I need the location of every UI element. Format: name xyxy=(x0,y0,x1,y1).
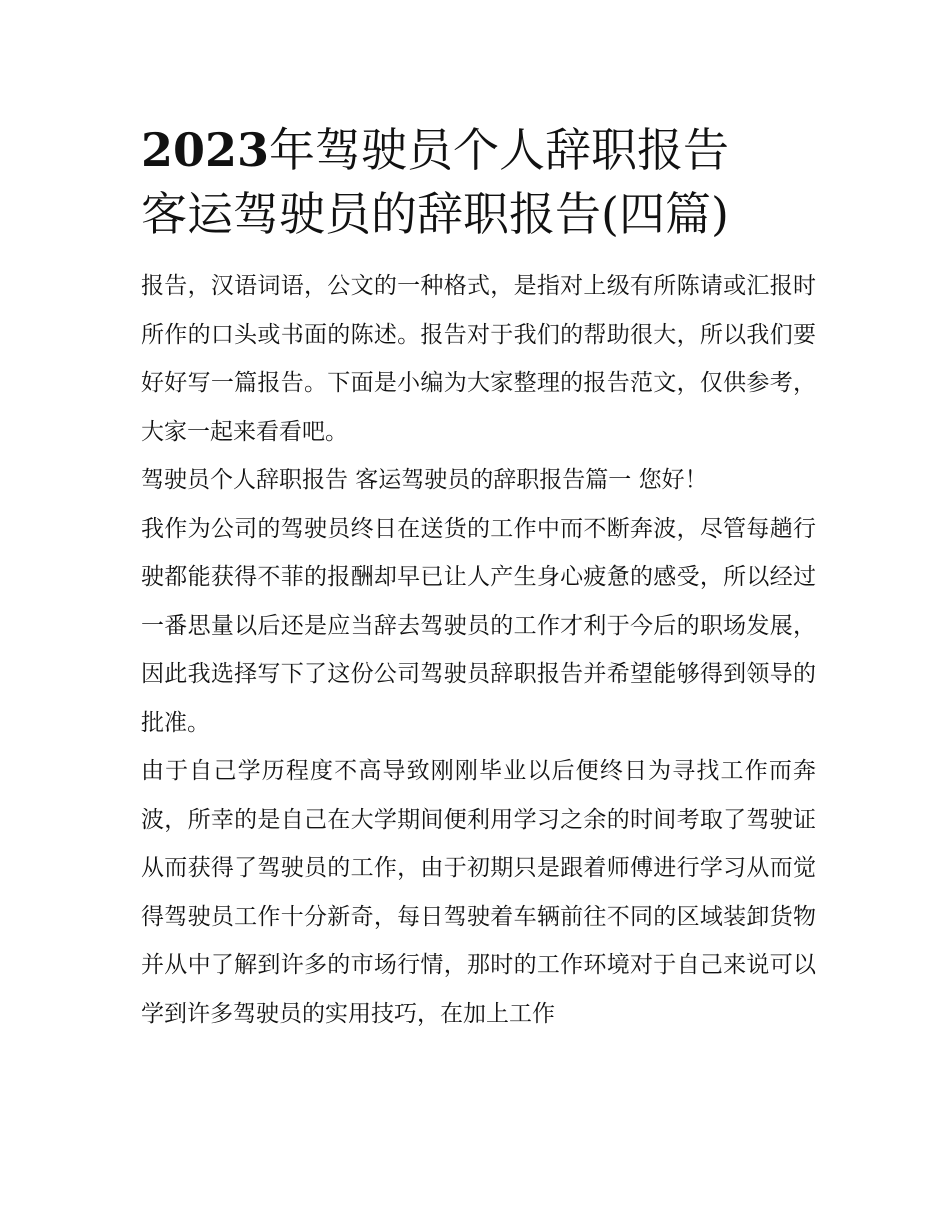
paragraph-body-1: 我作为公司的驾驶员终日在送货的工作中而不断奔波，尽管每趟行驶都能获得不菲的报酬却早已让人产生身心疲惫的感受，所以经过一番思量以后还是应当辞去驾驶员的工作才利于今后的职场发展，因此我选择写下了这份公司驾驶员辞职报告并希望能够得到领导的批准。 xyxy=(141,515,816,736)
document-title xyxy=(141,118,816,246)
paragraph-intro: 报告，汉语词语，公文的一种格式，是指对上级有所陈请或汇报时所作的口头或书面的陈述。报告对于我们的帮助很大，所以我们要好好写一篇报告。下面是小编为大家整理的报告范文，仅供参考，大家一起来看看吧。 xyxy=(141,273,816,445)
title-line-1 xyxy=(141,118,816,182)
document-body xyxy=(141,262,816,1038)
title-year: 2023 xyxy=(141,123,270,177)
title-line-2: 客运驾驶员的辞职报告(四篇) xyxy=(141,187,729,241)
document-content xyxy=(141,118,816,1038)
paragraph-heading-greeting: 驾驶员个人辞职报告 客运驾驶员的辞职报告篇一 您好！ xyxy=(141,467,708,493)
title-line-1-text: 年驾驶员个人辞职报告 xyxy=(269,123,730,177)
paragraph-body-2: 由于自己学历程度不高导致刚刚毕业以后便终日为寻找工作而奔波，所幸的是自己在大学期间便利用学习之余的时间考取了驾驶证从而获得了驾驶员的工作，由于初期只是跟着师傅进行学习从而觉得驾驶员工作十分新奇，每日驾驶着车辆前往不同的区域装卸货物并从中了解到许多的市场行情，那时的工作环境对于自己来说可以学到许多驾驶员的实用技巧，在加上工作 xyxy=(141,758,816,1027)
